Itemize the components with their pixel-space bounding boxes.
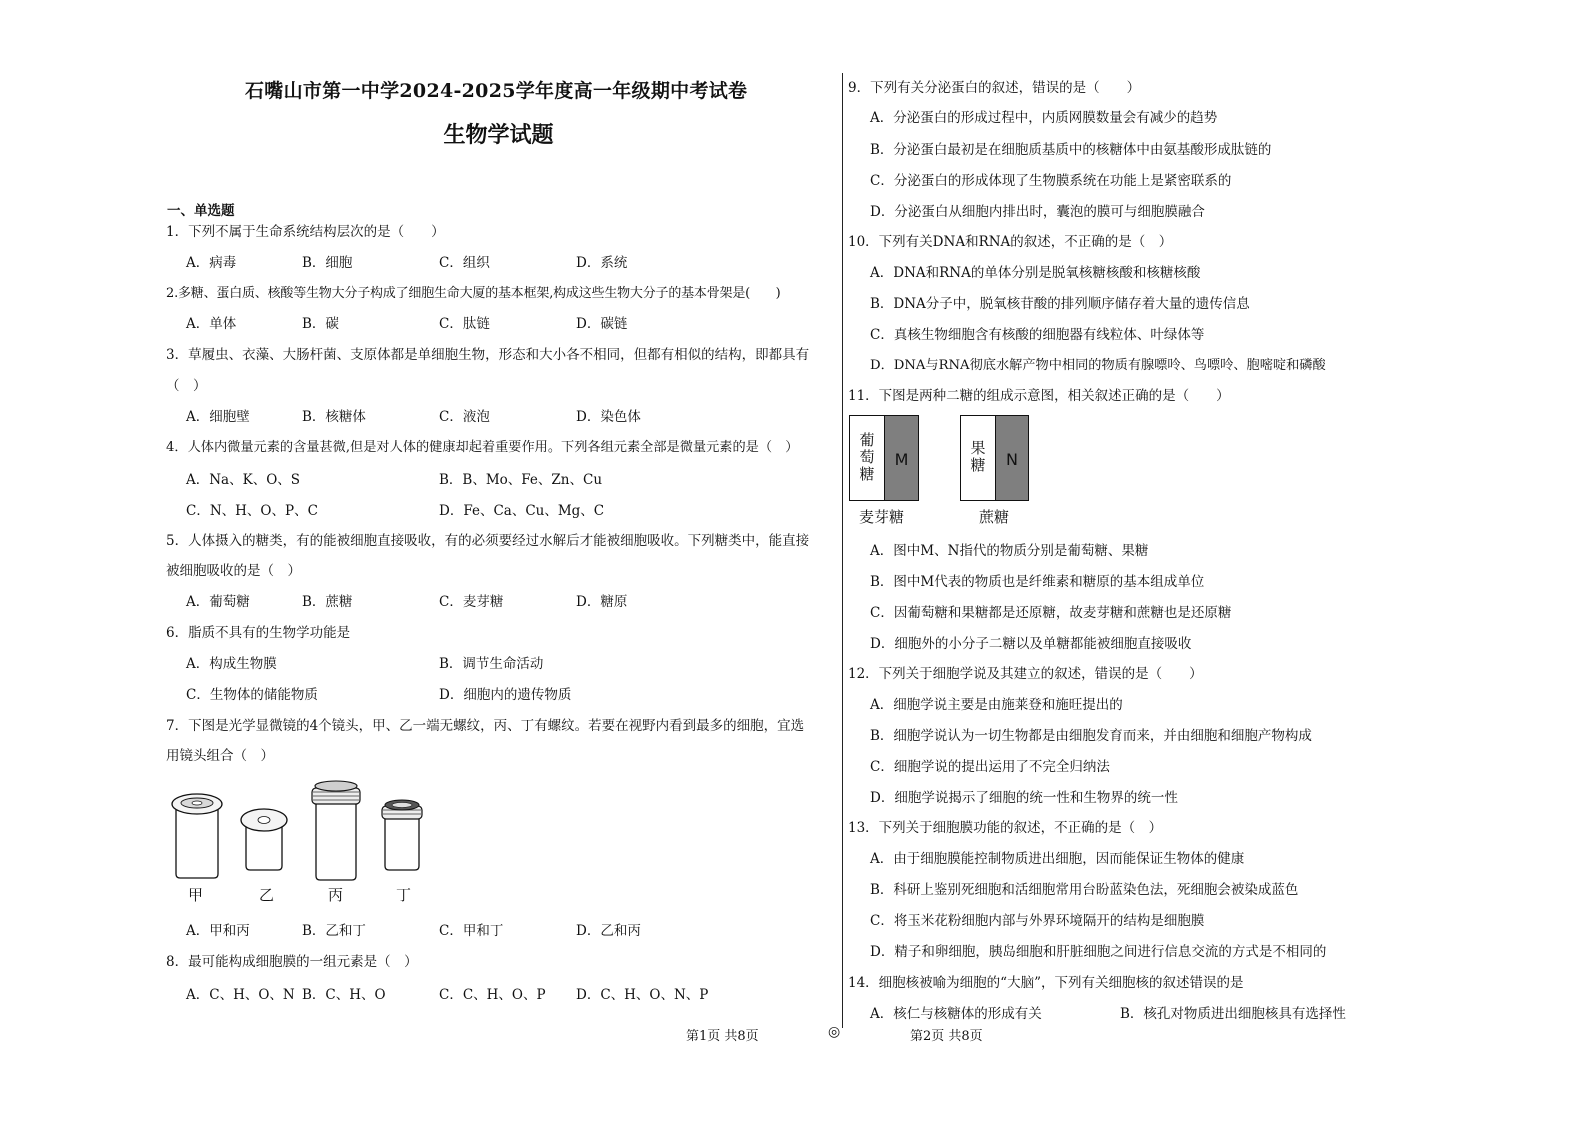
question-4-option-b: B．B、Mo、Fe、Zn、Cu — [439, 472, 603, 488]
question-3-option-b: B．核糖体 — [302, 409, 366, 425]
lens-label-yi: 乙 — [259, 886, 275, 904]
question-1-option-a: A．病毒 — [186, 255, 237, 271]
lens-label-bing: 丙 — [328, 886, 344, 904]
n-box-label: N — [1006, 450, 1018, 469]
question-12-option-c: C．细胞学说的提出运用了不完全归纳法 — [870, 759, 1110, 775]
question-8-option-d: D．C、H、O、N、P — [576, 987, 709, 1003]
lens-bing-drawing — [312, 781, 360, 880]
question-1-option-d: D．系统 — [576, 255, 628, 271]
question-2-option-b: B．碳 — [302, 316, 339, 332]
question-7-stem-line-1: 7．下图是光学显微镜的4个镜头，甲、乙一端无螺纹，丙、丁有螺纹。若要在视野内看到最多的细胞，宜选 — [166, 718, 805, 734]
question-6-option-b: B．调节生命活动 — [439, 656, 544, 672]
question-6-option-d: D．细胞内的遗传物质 — [439, 687, 572, 703]
question-7-option-d: D．乙和丙 — [576, 923, 641, 939]
question-4-option-c: C．N、H、O、P、C — [186, 503, 318, 519]
question-10-option-b: B．DNA分子中，脱氧核苷酸的排列顺序储存着大量的遗传信息 — [870, 296, 1250, 312]
question-13-option-b: B．科研上鉴别死细胞和活细胞常用台盼蓝染色法，死细胞会被染成蓝色 — [870, 882, 1299, 898]
page-number-right: 第2页 共8页 — [910, 1029, 983, 1044]
question-14-option-a: A．核仁与核糖体的形成有关 — [870, 1006, 1042, 1022]
question-6-stem: 6．脂质不具有的生物学功能是 — [166, 625, 351, 641]
m-box-label: M — [894, 450, 909, 469]
question-11-stem: 11．下图是两种二糖的组成示意图，相关叙述正确的是（ ） — [848, 388, 1230, 404]
glucose-box-label: 葡 萄 糖 — [859, 431, 875, 483]
exam-title: 石嘴山市第一中学2024-2025学年度高一年级期中考试卷 — [245, 80, 748, 102]
lens-label-ding: 丁 — [396, 886, 412, 904]
lens-jia-drawing — [172, 794, 222, 878]
question-13-option-d: D．精子和卵细胞，胰岛细胞和肝脏细胞之间进行信息交流的方式是不相同的 — [870, 944, 1327, 960]
lens-ding-drawing — [382, 800, 422, 870]
microscope-lens-figure — [166, 778, 436, 908]
question-9-option-b: B．分泌蛋白最初是在细胞质基质中的核糖体中由氨基酸形成肽链的 — [870, 142, 1272, 158]
column-divider — [842, 73, 843, 1028]
question-5-option-b: B．蔗糖 — [302, 594, 353, 610]
question-10-stem: 10．下列有关DNA和RNA的叙述，不正确的是（ ） — [848, 234, 1173, 250]
question-5-option-a: A．葡萄糖 — [186, 594, 250, 610]
question-7-option-c: C．甲和丁 — [439, 923, 504, 939]
maltose-caption: 麦芽糖 — [859, 508, 905, 526]
question-6-option-c: C．生物体的储能物质 — [186, 687, 318, 703]
question-8-option-a: A．C、H、O、N — [186, 987, 295, 1003]
question-6-option-a: A．构成生物膜 — [186, 656, 277, 672]
question-12-stem: 12．下列关于细胞学说及其建立的叙述，错误的是（ ） — [848, 666, 1203, 682]
question-13-stem: 13．下列关于细胞膜功能的叙述，不正确的是（ ） — [848, 820, 1163, 836]
question-5-stem-line-2: 被细胞吸收的是（ ） — [166, 563, 301, 579]
question-4-option-a: A．Na、K、O、S — [186, 472, 301, 488]
lens-yi-drawing — [241, 809, 287, 870]
question-2-option-c: C．肽链 — [439, 316, 490, 332]
question-9-option-c: C．分泌蛋白的形成体现了生物膜系统在功能上是紧密联系的 — [870, 173, 1232, 189]
question-8-option-b: B．C、H、O — [302, 987, 386, 1003]
question-7-stem-line-2: 用镜头组合（ ） — [166, 748, 274, 764]
question-3-option-d: D．染色体 — [576, 409, 641, 425]
question-5-option-c: C．麦芽糖 — [439, 594, 504, 610]
question-9-stem: 9．下列有关分泌蛋白的叙述，错误的是（ ） — [848, 80, 1141, 96]
section-heading: 一、单选题 — [167, 203, 235, 219]
lens-label-jia: 甲 — [188, 886, 204, 904]
question-14-stem: 14．细胞核被喻为细胞的“大脑”，下列有关细胞核的叙述错误的是 — [848, 975, 1244, 991]
question-5-option-d: D．糖原 — [576, 594, 628, 610]
fructose-box-label: 果 糖 — [970, 439, 986, 474]
question-11-option-d: D．细胞外的小分子二糖以及单糖都能被细胞直接吸收 — [870, 636, 1192, 652]
question-8-stem: 8．最可能构成细胞膜的一组元素是（ ） — [166, 954, 418, 970]
question-3-option-c: C．液泡 — [439, 409, 490, 425]
sucrose-caption: 蔗糖 — [979, 508, 1010, 526]
question-7-option-a: A．甲和丙 — [186, 923, 250, 939]
question-2-option-d: D．碳链 — [576, 316, 628, 332]
question-11-option-b: B．图中M代表的物质也是纤维素和糖原的基本组成单位 — [870, 574, 1205, 590]
question-12-option-d: D．细胞学说揭示了细胞的统一性和生物界的统一性 — [870, 790, 1178, 806]
page-number-left: 第1页 共8页 — [686, 1029, 759, 1044]
question-4-option-d: D．Fe、Ca、Cu、Mg、C — [439, 503, 605, 519]
question-3-stem-line-1: 3．草履虫、衣藻、大肠杆菌、支原体都是单细胞生物，形态和大小各不相同，但都有相似的结构，即都具有 — [166, 347, 810, 363]
question-5-stem-line-1: 5．人体摄入的糖类，有的能被细胞直接吸收，有的必须要经过水解后才能被细胞吸收。下列糖类中，能直接 — [166, 533, 810, 549]
question-3-stem-line-2: （ ） — [166, 378, 207, 394]
question-12-option-b: B．细胞学说认为一切生物都是由细胞发育而来，并由细胞和细胞产物构成 — [870, 728, 1312, 744]
question-3-option-a: A．细胞壁 — [186, 409, 250, 425]
question-8-option-c: C．C、H、O、P — [439, 987, 546, 1003]
question-10-option-d: D．DNA与RNA彻底水解产物中相同的物质有腺嘌呤、鸟嘌呤、胞嘧啶和磷酸 — [870, 358, 1326, 373]
question-13-option-a: A．由于细胞膜能控制物质进出细胞，因而能保证生物体的健康 — [870, 851, 1245, 867]
question-2-option-a: A．单体 — [186, 316, 237, 332]
question-10-option-c: C．真核生物细胞含有核酸的细胞器有线粒体、叶绿体等 — [870, 327, 1205, 343]
question-4-stem: 4．人体内微量元素的含量甚微,但是对人体的健康却起着重要作用。下列各组元素全部是微量元素的是（ ） — [166, 440, 799, 455]
question-9-option-a: A．分泌蛋白的形成过程中，内质网膜数量会有减少的趋势 — [870, 110, 1218, 126]
question-1-option-b: B．细胞 — [302, 255, 353, 271]
subject-title: 生物学试题 — [443, 123, 554, 148]
disaccharide-figure — [848, 412, 1048, 528]
question-10-option-a: A．DNA和RNA的单体分别是脱氧核糖核酸和核糖核酸 — [870, 265, 1201, 281]
question-12-option-a: A．细胞学说主要是由施莱登和施旺提出的 — [870, 697, 1123, 713]
question-11-option-a: A．图中M、N指代的物质分别是葡萄糖、果糖 — [870, 543, 1149, 559]
question-7-option-b: B．乙和丁 — [302, 923, 366, 939]
center-mark: ◎ — [828, 1024, 841, 1040]
question-2-stem: 2.多糖、蛋白质、核酸等生物大分子构成了细胞生命大厦的基本框架,构成这些生物大分子的基本骨架是( ) — [166, 286, 781, 301]
question-1-option-c: C．组织 — [439, 255, 490, 271]
question-1-stem: 1．下列不属于生命系统结构层次的是（ ） — [166, 224, 445, 240]
question-11-option-c: C．因葡萄糖和果糖都是还原糖，故麦芽糖和蔗糖也是还原糖 — [870, 605, 1232, 621]
question-14-option-b: B．核孔对物质进出细胞核具有选择性 — [1120, 1006, 1346, 1022]
question-9-option-d: D．分泌蛋白从细胞内排出时，囊泡的膜可与细胞膜融合 — [870, 204, 1205, 220]
question-13-option-c: C．将玉米花粉细胞内部与外界环境隔开的结构是细胞膜 — [870, 913, 1205, 929]
